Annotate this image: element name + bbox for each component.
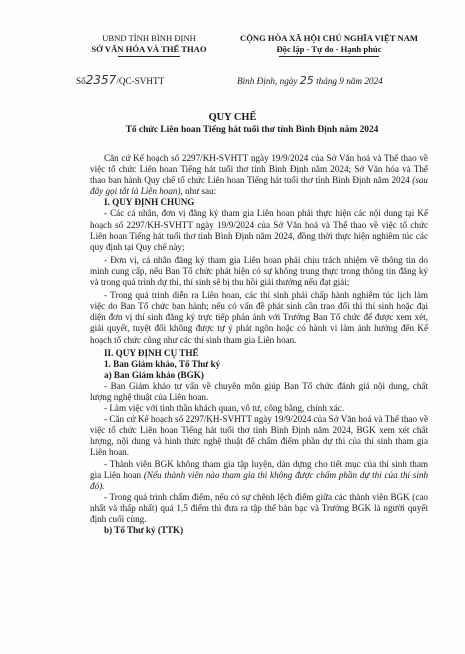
s2-paragraph-3: - Căn cứ Kế hoạch số 2297/KH-SVHTT ngày 19/9/2024 của Sở Văn hoá và Thể thao về việc tổ chức Liên hoan Tiếng hát tuổi thơ tỉnh Bình Định năm 2024, BGK xem xét chất lượng, nội dung và hình thức nghệ thuật để chấm điểm phần dự thi của thí sinh tham gia Liên hoan.: [90, 414, 428, 458]
s2-paragraph-5: - Trong quá trình chấm điểm, nếu có sự chênh lệch điểm giữa các thành viên BGK (cao nhất và thấp nhất) quá 1,5 điểm thì đưa ra tập thể bàn bạc và Trưởng BGK là người quyết định cuối cùng.: [90, 491, 428, 524]
motto: Độc lập - Tự do - Hạnh phúc: [276, 44, 382, 54]
s2-paragraph-2: - Làm việc với tinh thần khách quan, vô tư, công bằng, chính xác.: [104, 403, 345, 414]
section-2-heading: II. QUY ĐỊNH CỤ THỂ: [104, 347, 199, 358]
s2-p4-text: - Thành viên BGK không tham gia tập luyện, dàn dựng cho tiết mục của thí sinh tham gia Liên hoan: [90, 458, 428, 480]
agency-line-2: SỞ VĂN HÓA VÀ THỂ THAO: [91, 44, 207, 54]
motto-underline: [279, 56, 379, 57]
s1-paragraph-1: - Các cá nhân, đơn vị đăng ký tham gia Liên hoan phải thực hiện các nội dung tại Kế hoạch số 2297/KH-SVHTT ngày 19/9/2024 của Sở Văn hoá và Thể thao về việc tổ chức Liên hoan Tiếng hát tuổi thơ tỉnh Bình Định năm 2024, đồng thời thực hiện nghiêm túc các quy định tại Quy chế này;: [90, 208, 428, 252]
document-header: [0, 33, 465, 93]
intro-italic: (sau đây gọi tắt là Liên hoan): [90, 175, 428, 197]
section-2-1a-heading: a) Ban Giám khảo (BGK): [104, 369, 204, 380]
issuing-agency: [74, 33, 224, 57]
document-title: QUY CHẾ: [208, 112, 257, 123]
s1-paragraph-3: - Trong quá trình diễn ra Liên hoan, các thí sinh phải chấp hành nghiêm túc lịch làm việc do Ban Tổ chức ban hành; nếu có vấn đề phát sinh cần trao đổi thì thí sinh hoặc đại diện đơn vị thí sinh đăng ký trực tiếp phản ánh với Trưởng Ban Tổ chức để được xem xét, giải quyết, tuyệt đối không được tự ý phát ngôn hoặc có hành vi làm ảnh hưởng đến Kế hoạch tổ chức cũng như các thí sinh tham gia Liên hoan.: [90, 290, 428, 345]
document-number: [76, 73, 164, 87]
agency-underline: [118, 56, 180, 57]
document-body: [90, 153, 428, 536]
nation-name: CỘNG HÒA XÃ HỘI CHỦ NGHĨA VIỆT NAM: [239, 33, 419, 43]
section-2-1b-heading: b) Tổ Thư ký (TTK): [104, 525, 184, 536]
agency-line-1: UBND TỈNH BÌNH ĐỊNH: [102, 33, 196, 43]
doc-number-handwritten: 2357: [85, 73, 117, 87]
section-1-heading: I. QUY ĐỊNH CHUNG: [104, 197, 195, 208]
section-2-1-heading: 1. Ban Giám khảo, Tổ Thư ký: [104, 358, 221, 369]
intro-paragraph: [90, 153, 428, 197]
date-prefix: Bình Định, ngày: [237, 76, 298, 86]
doc-number-prefix: Số: [76, 76, 86, 86]
date-day-handwritten: 25: [299, 74, 314, 87]
date-suffix: tháng 9 năm 2024: [316, 76, 383, 86]
intro-end: , như sau:: [180, 186, 217, 197]
doc-number-suffix: /QC-SVHTT: [116, 76, 165, 86]
document-subtitle: Tổ chức Liên hoan Tiếng hát tuổi thơ tỉnh Bình Định năm 2024: [125, 125, 379, 135]
s2-paragraph-4: [90, 459, 428, 492]
s2-p4-italic: (Nếu thành viên nào tham gia thì không được chấm phần dự thi của thí sinh đó).: [90, 469, 429, 491]
national-motto: [230, 33, 428, 57]
document-date: [237, 74, 383, 87]
intro-text: Căn cứ Kế hoạch số 2297/KH-SVHTT ngày 19/9/2024 của Sở Văn hoá và Thể thao về việc tổ chức Liên hoan Tiếng hát tuổi thơ tỉnh Bình Định năm 2024; Sở Văn hóa và Thể thao ban hành Quy chế tổ chức Liên hoan Tiếng hát tuổi thơ tỉnh Bình Định năm 2024: [90, 153, 428, 186]
s1-paragraph-2: - Đơn vị, cá nhân đăng ký tham gia Liên hoan phải chịu trách nhiệm về thông tin do mình cung cấp, nếu Ban Tổ chức phát hiện có sự không trung thực trong thông tin đăng ký và trong quá trình dự thi, thí sinh sẽ bị thu hồi giải thưởng nếu đạt giải;: [90, 254, 428, 288]
s2-paragraph-1: - Ban Giám khảo tư vấn về chuyên môn giúp Ban Tổ chức đánh giá nội dung, chất lượng nghệ thuật của Liên hoan.: [90, 380, 428, 402]
